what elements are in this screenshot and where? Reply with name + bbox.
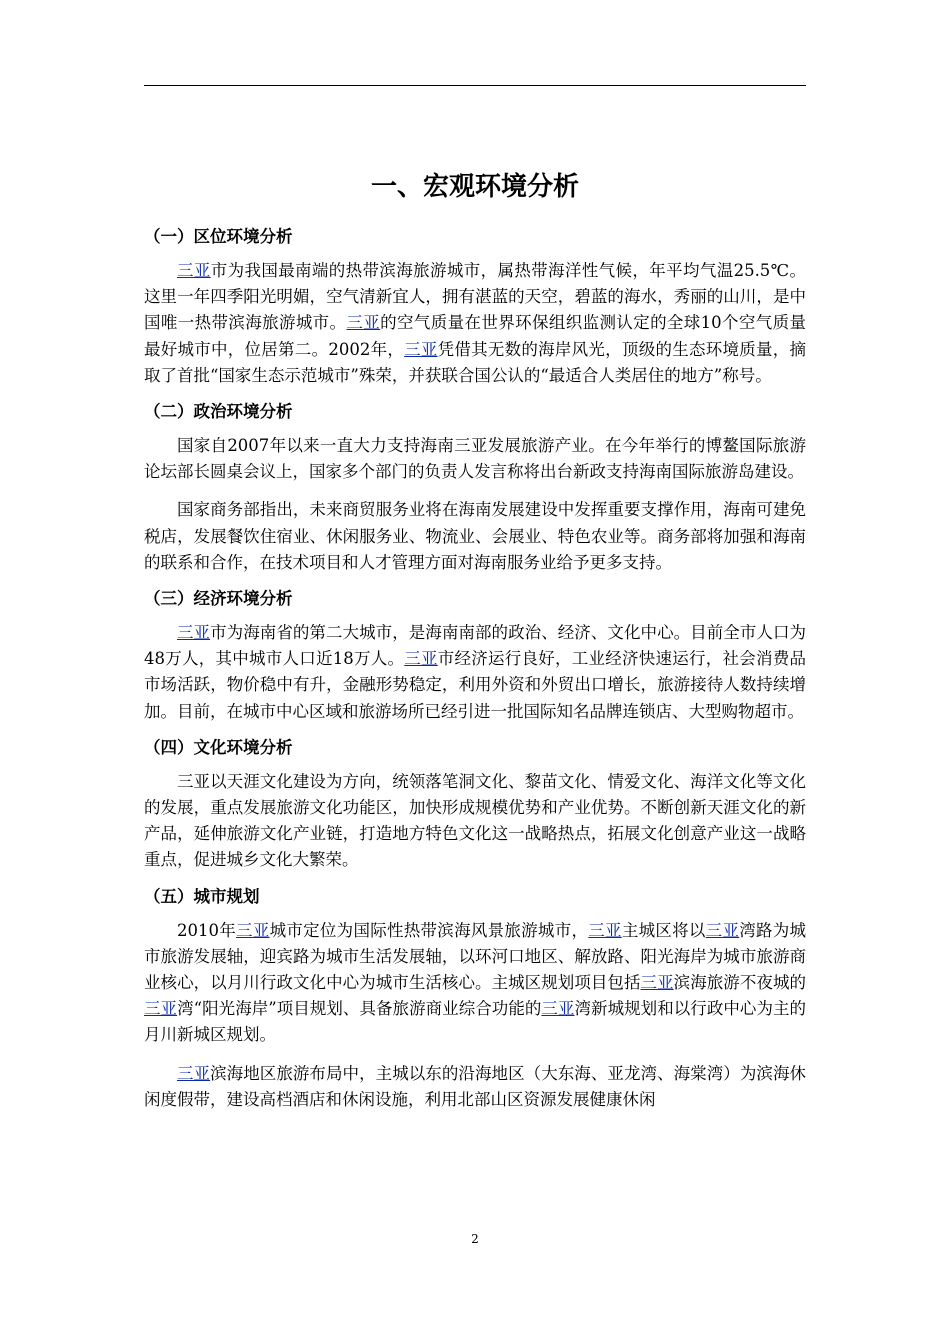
sanya-link[interactable]: 三亚 (404, 649, 438, 669)
sanya-link[interactable]: 三亚 (705, 920, 740, 940)
text-run: 市为我国最南端的热带滨海旅游城市，属热带海洋性气候，年平均气温25.5℃。这里一年四季阳光明媚，空气清新宜人，拥有湛蓝的天空，碧蓝的海水，秀丽的山川，是中国唯一热带滨海旅游城市。 (144, 261, 806, 333)
text-run: 湾新城规划和以行政中心为主的月川新城区规划。 (144, 999, 807, 1045)
section-heading: （四）文化环境分析 (144, 737, 293, 757)
sanya-link[interactable]: 三亚 (588, 920, 622, 940)
sanya-link[interactable]: 三亚 (177, 1063, 211, 1083)
paragraph (144, 769, 806, 874)
paragraph (144, 918, 806, 1049)
text-run: 市经济运行良好，工业经济快速运行，社会消费品市场活跃，物价稳中有升，金融形势稳定，利用外资和外贸出口增长，旅游接待人数持续增加。目前，在城市中心区域和旅游场所已经引进一批国际知名品牌连锁店、大型购物超市。 (144, 649, 806, 721)
sanya-link[interactable]: 三亚 (236, 920, 270, 940)
text-run: 市为海南省的第二大城市，是海南南部的政治、经济、文化中心。目前全市人口为48万人，其中城市人口近18万人。 (144, 623, 807, 669)
text-run: 国家自2007年以来一直大力支持海南三亚发展旅游产业。在今年举行的博鳌国际旅游论坛部长圆桌会议上，国家多个部门的负责人发言称将出台新政支持海南国际旅游岛建设。 (144, 436, 806, 482)
paragraph (144, 258, 806, 389)
paragraph (144, 433, 806, 485)
text-run: 滨海旅游不夜城的 (673, 973, 807, 993)
section-heading: （二）政治环境分析 (144, 402, 293, 422)
text-run: 城市定位为国际性热带滨海风景旅游城市， (269, 920, 589, 940)
text-run: 湾路为城市旅游发展轴，迎宾路为城市生活发展轴，以环河口地区、解放路、阳光海岸为城市旅游商业核心，以月川行政文化中心为城市生活核心。主城区规划项目包括 (144, 920, 807, 993)
sanya-link[interactable]: 三亚 (144, 999, 178, 1019)
page-number: 2 (471, 1232, 479, 1246)
sanya-link[interactable]: 三亚 (177, 623, 211, 643)
sanya-link[interactable]: 三亚 (541, 999, 575, 1019)
text-run: 的空气质量在世界环保组织监测认定的全球10个空气质量最好城市中，位居第二。2002年， (144, 313, 807, 359)
sanya-link[interactable]: 三亚 (404, 339, 438, 359)
header-rule (144, 85, 806, 86)
sanya-link[interactable]: 三亚 (640, 973, 674, 993)
paragraph (144, 497, 806, 576)
paragraph (144, 1061, 806, 1113)
document-body (144, 160, 806, 1125)
text-run: 主城区将以 (621, 920, 706, 940)
text-run: 滨海地区旅游布局中，主城以东的沿海地区（大东海、亚龙湾、海棠湾）为滨海休闲度假带，建设高档酒店和休闲设施，利用北部山区资源发展健康休闲 (144, 1063, 807, 1109)
section-heading: （三）经济环境分析 (144, 589, 293, 609)
section-heading: （一）区位环境分析 (144, 227, 293, 246)
sanya-link[interactable]: 三亚 (177, 261, 211, 280)
text-run: 2010年 (177, 920, 237, 940)
paragraph (144, 620, 806, 725)
sanya-link[interactable]: 三亚 (346, 313, 381, 333)
text-run: 凭借其无数的海岸风光，顶级的生态环境质量，摘取了首批“国家生态示范城市”殊荣，并获联合国公认的“最适合人类居住的地方”称号。 (144, 339, 807, 385)
section-heading: （五）城市规划 (144, 886, 260, 906)
text-run: 国家商务部指出，未来商贸服务业将在海南发展建设中发挥重要支撑作用，海南可建免税店，发展餐饮住宿业、休闲服务业、物流业、会展业、特色农业等。商务部将加强和海南的联系和合作，在技术项目和人才管理方面对海南服务业给予更多支持。 (144, 500, 806, 572)
page-title: 一、宏观环境分析 (370, 172, 579, 202)
text-run: 三亚以天涯文化建设为方向，统领落笔洞文化、黎苗文化、情爱文化、海洋文化等文化的发展，重点发展旅游文化功能区，加快形成规模优势和产业优势。不断创新天涯文化的新产品，延伸旅游文化产业链，打造地方特色文化这一战略热点，拓展文化创意产业这一战略重点，促进城乡文化大繁荣。 (144, 771, 806, 870)
text-run: 湾“阳光海岸”项目规划、具备旅游商业综合功能的 (177, 999, 542, 1019)
